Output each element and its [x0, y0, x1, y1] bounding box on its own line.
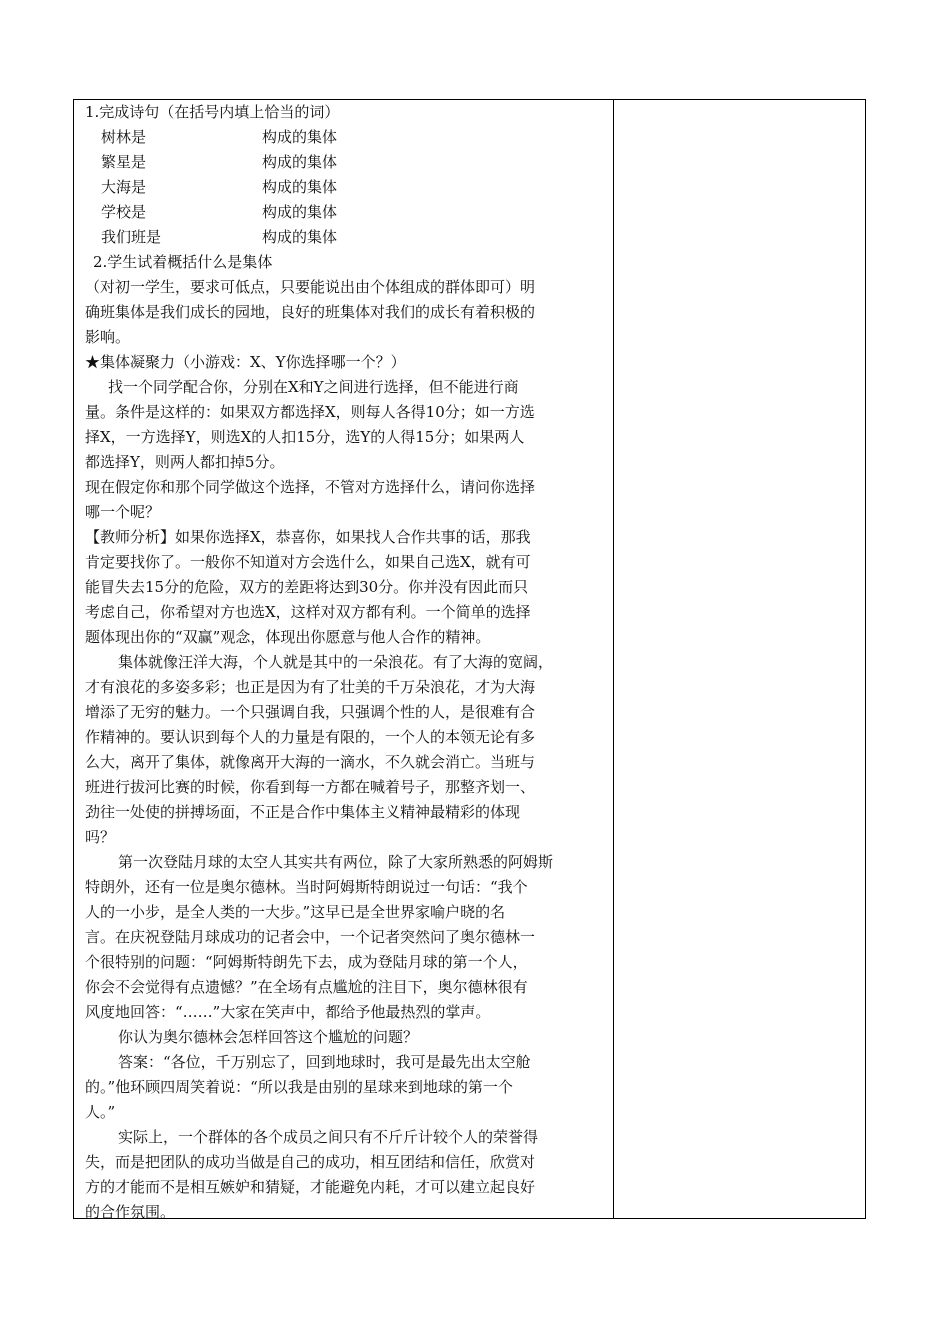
paragraph-line: 风度地回答：“……”大家在笑声中，都给予他最热烈的掌声。 — [85, 1003, 491, 1021]
section1-heading: 1.完成诗句（在括号内填上恰当的词） — [85, 103, 340, 121]
poem-lead: 树林是 — [101, 128, 147, 146]
paragraph-line: 都选择Y，则两人都扣掉5分。 — [85, 453, 285, 471]
answer-line: 人。” — [85, 1103, 116, 1121]
paragraph-line: 班进行拔河比赛的时候，你看到每一方都在喊着号子，那整齐划一、 — [85, 778, 536, 796]
poem-lead: 我们班是 — [101, 228, 162, 246]
game-heading: ★集体凝聚力（小游戏：X、Y你选择哪一个？） — [85, 353, 406, 371]
poem-tail: 构成的集体 — [262, 153, 338, 171]
paragraph-line: 人的一小步，是全人类的一大步。”这早已是全世界家喻户晓的名 — [85, 903, 506, 921]
poem-lead: 大海是 — [101, 178, 147, 196]
paragraph-line: 吗？ — [85, 828, 116, 846]
lesson-table — [73, 99, 866, 1219]
poem-lead: 学校是 — [101, 203, 147, 221]
poem-tail: 构成的集体 — [262, 178, 338, 196]
section2-heading: 2.学生试着概括什么是集体 — [93, 253, 273, 271]
paragraph-line: 确班集体是我们成长的园地，良好的班集体对我们的成长有着积极的 — [85, 303, 536, 321]
poem-lead: 繁星是 — [101, 153, 147, 171]
answer-line: 的。”他环顾四周笑着说：“所以我是由别的星球来到地球的第一个 — [85, 1078, 513, 1096]
paragraph-line: 哪一个呢？ — [85, 503, 161, 521]
poem-line — [85, 175, 605, 200]
lesson-content-cell — [85, 100, 605, 1225]
paragraph-line: 特朗外，还有一位是奥尔德林。当时阿姆斯特朗说过一句话：“我个 — [85, 878, 528, 896]
poem-tail: 构成的集体 — [262, 203, 338, 221]
paragraph-line: 个很特别的问题：“阿姆斯特朗先下去，成为登陆月球的第一个人， — [85, 953, 528, 971]
poem-line — [85, 225, 605, 250]
paragraph-line: 题体现出你的“双赢”观念，体现出你愿意与他人合作的精神。 — [85, 628, 491, 646]
paragraph-line: 失，而是把团队的成功当做是自己的成功，相互团结和信任，欣赏对 — [85, 1153, 536, 1171]
poem-tail: 构成的集体 — [262, 228, 338, 246]
paragraph-line: 实际上，一个群体的各个成员之间只有不斤斤计较个人的荣誉得 — [118, 1128, 539, 1146]
paragraph-line: 考虑自己，你希望对方也选X，这样对双方都有利。一个简单的选择 — [85, 603, 531, 621]
notes-cell — [614, 100, 865, 1218]
paragraph-line: 能冒失去15分的危险，双方的差距将达到30分。你并没有因此而只 — [85, 578, 529, 596]
paragraph-line: 方的才能而不是相互嫉妒和猜疑，才能避免内耗，才可以建立起良好 — [85, 1178, 536, 1196]
poem-line — [85, 125, 605, 150]
poem-line — [85, 200, 605, 225]
paragraph-line: 的合作氛围。 — [85, 1203, 176, 1221]
paragraph-line: 第一次登陆月球的太空人其实共有两位，除了大家所熟悉的阿姆斯 — [118, 853, 554, 871]
paragraph-line: 找一个同学配合你，分别在X和Y之间进行选择，但不能进行商 — [108, 378, 519, 396]
answer-line: 答案：“各位，千万别忘了，回到地球时，我可是最先出太空舱 — [118, 1053, 531, 1071]
paragraph-line: 肯定要找你了。一般你不知道对方会选什么，如果自己选X，就有可 — [85, 553, 531, 571]
poem-line — [85, 150, 605, 175]
paragraph-line: 【教师分析】如果你选择X，恭喜你，如果找人合作共事的话，那我 — [85, 528, 531, 546]
paragraph-line: 增添了无穷的魅力。一个只强调自我，只强调个性的人，是很难有合 — [85, 703, 536, 721]
paragraph-line: 作精神的。要认识到每个人的力量是有限的，一个人的本领无论有多 — [85, 728, 536, 746]
poem-tail: 构成的集体 — [262, 128, 338, 146]
paragraph-line: 现在假定你和那个同学做这个选择，不管对方选择什么，请问你选择 — [85, 478, 536, 496]
paragraph-line: （对初一学生，要求可低点，只要能说出由个体组成的群体即可）明 — [85, 278, 536, 296]
paragraph-line: 量。条件是这样的：如果双方都选择X，则每人各得10分；如一方选 — [85, 403, 535, 421]
paragraph-line: 才有浪花的多姿多彩；也正是因为有了壮美的千万朵浪花，才为大海 — [85, 678, 536, 696]
paragraph-line: 劲往一处使的拼搏场面，不正是合作中集体主义精神最精彩的体现 — [85, 803, 521, 821]
paragraph-line: 言。在庆祝登陆月球成功的记者会中，一个记者突然问了奥尔德林一 — [85, 928, 536, 946]
paragraph-line: 么大，离开了集体，就像离开大海的一滴水，不久就会消亡。当班与 — [85, 753, 536, 771]
paragraph-line: 你会不会觉得有点遗憾？”在全场有点尴尬的注目下，奥尔德林很有 — [85, 978, 528, 996]
paragraph-line: 集体就像汪洋大海，个人就是其中的一朵浪花。有了大海的宽阔， — [118, 653, 554, 671]
question-line: 你认为奥尔德林会怎样回答这个尴尬的问题？ — [118, 1028, 419, 1046]
paragraph-line: 影响。 — [85, 328, 131, 346]
paragraph-line: 择X，一方选择Y，则选X的人扣15分，选Y的人得15分；如果两人 — [85, 428, 525, 446]
